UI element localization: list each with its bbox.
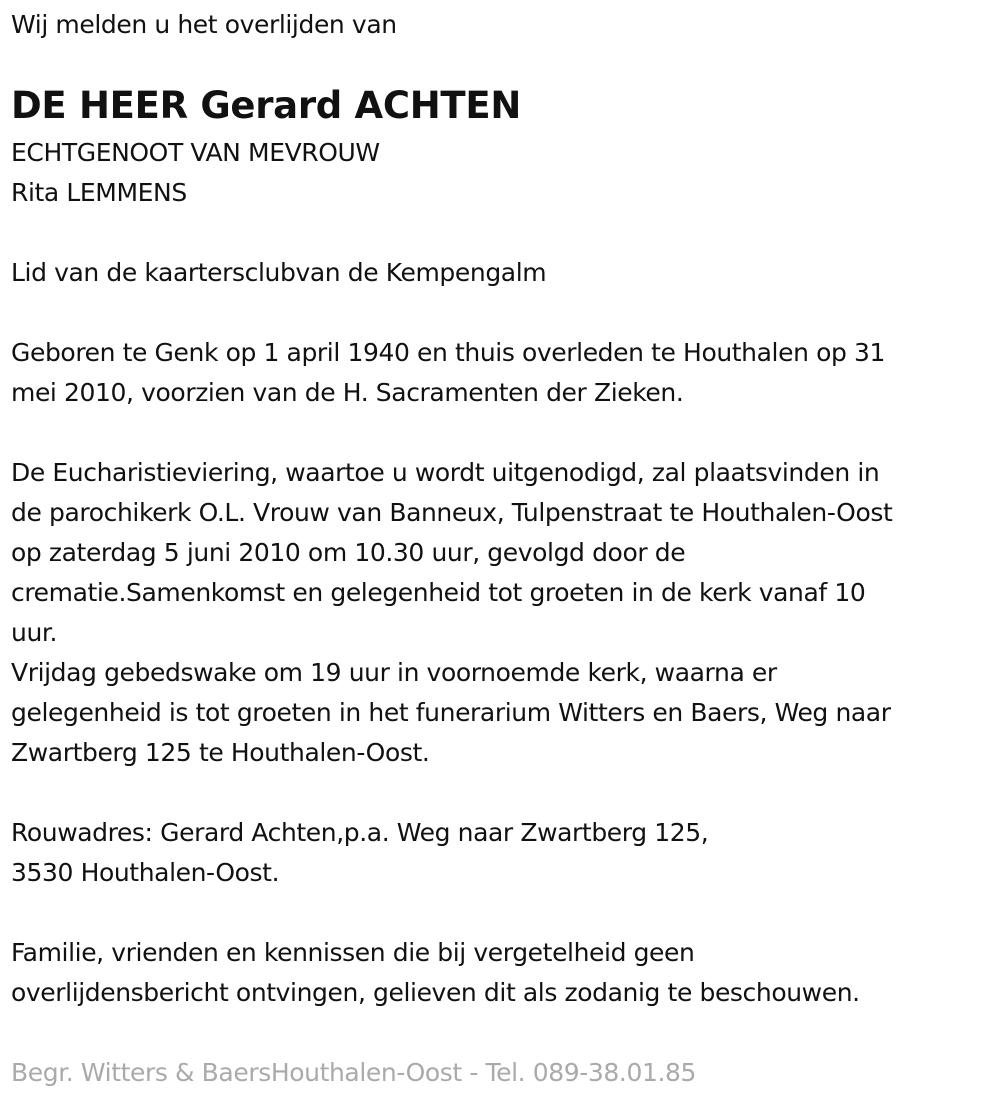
closing-line: overlijdensbericht ontvingen, gelieven dit als zodanig te beschouwen.: [11, 978, 860, 1007]
birth-death-line: Geboren te Genk op 1 april 1940 en thuis overleden te Houthalen op 31: [11, 338, 885, 367]
intro-text: Wij melden u het overlijden van: [11, 10, 397, 39]
mourning-address-line: 3530 Houthalen-Oost.: [11, 858, 280, 887]
birth-death-line: mei 2010, voorzien van de H. Sacramenten der Zieken.: [11, 378, 684, 407]
ceremony-line: crematie.Samenkomst en gelegenheid tot groeten in de kerk vanaf 10: [11, 578, 866, 607]
funeral-home-footer: Begr. Witters & BaersHouthalen-Oost - Tel. 089-38.01.85: [11, 1058, 697, 1087]
spouse-name: Rita LEMMENS: [11, 178, 187, 207]
ceremony-line: uur.: [11, 618, 58, 647]
ceremony-line: Vrijdag gebedswake om 19 uur in voornoemde kerk, waarna er: [11, 658, 777, 687]
ceremony-line: op zaterdag 5 juni 2010 om 10.30 uur, gevolgd door de: [11, 538, 686, 567]
spouse-label: ECHTGENOOT VAN MEVROUW: [11, 138, 380, 167]
ceremony-line: gelegenheid is tot groeten in het funerarium Witters en Baers, Weg naar: [11, 698, 891, 727]
membership-text: Lid van de kaartersclubvan de Kempengalm: [11, 258, 547, 287]
mourning-address-line: Rouwadres: Gerard Achten,p.a. Weg naar Zwartberg 125,: [11, 818, 709, 847]
closing-line: Familie, vrienden en kennissen die bij vergetelheid geen: [11, 938, 695, 967]
ceremony-line: de parochikerk O.L. Vrouw van Banneux, Tulpenstraat te Houthalen-Oost: [11, 498, 893, 527]
ceremony-line: De Eucharistieviering, waartoe u wordt uitgenodigd, zal plaatsvinden in: [11, 458, 880, 487]
ceremony-line: Zwartberg 125 te Houthalen-Oost.: [11, 738, 430, 767]
deceased-name: DE HEER Gerard ACHTEN: [11, 84, 521, 127]
